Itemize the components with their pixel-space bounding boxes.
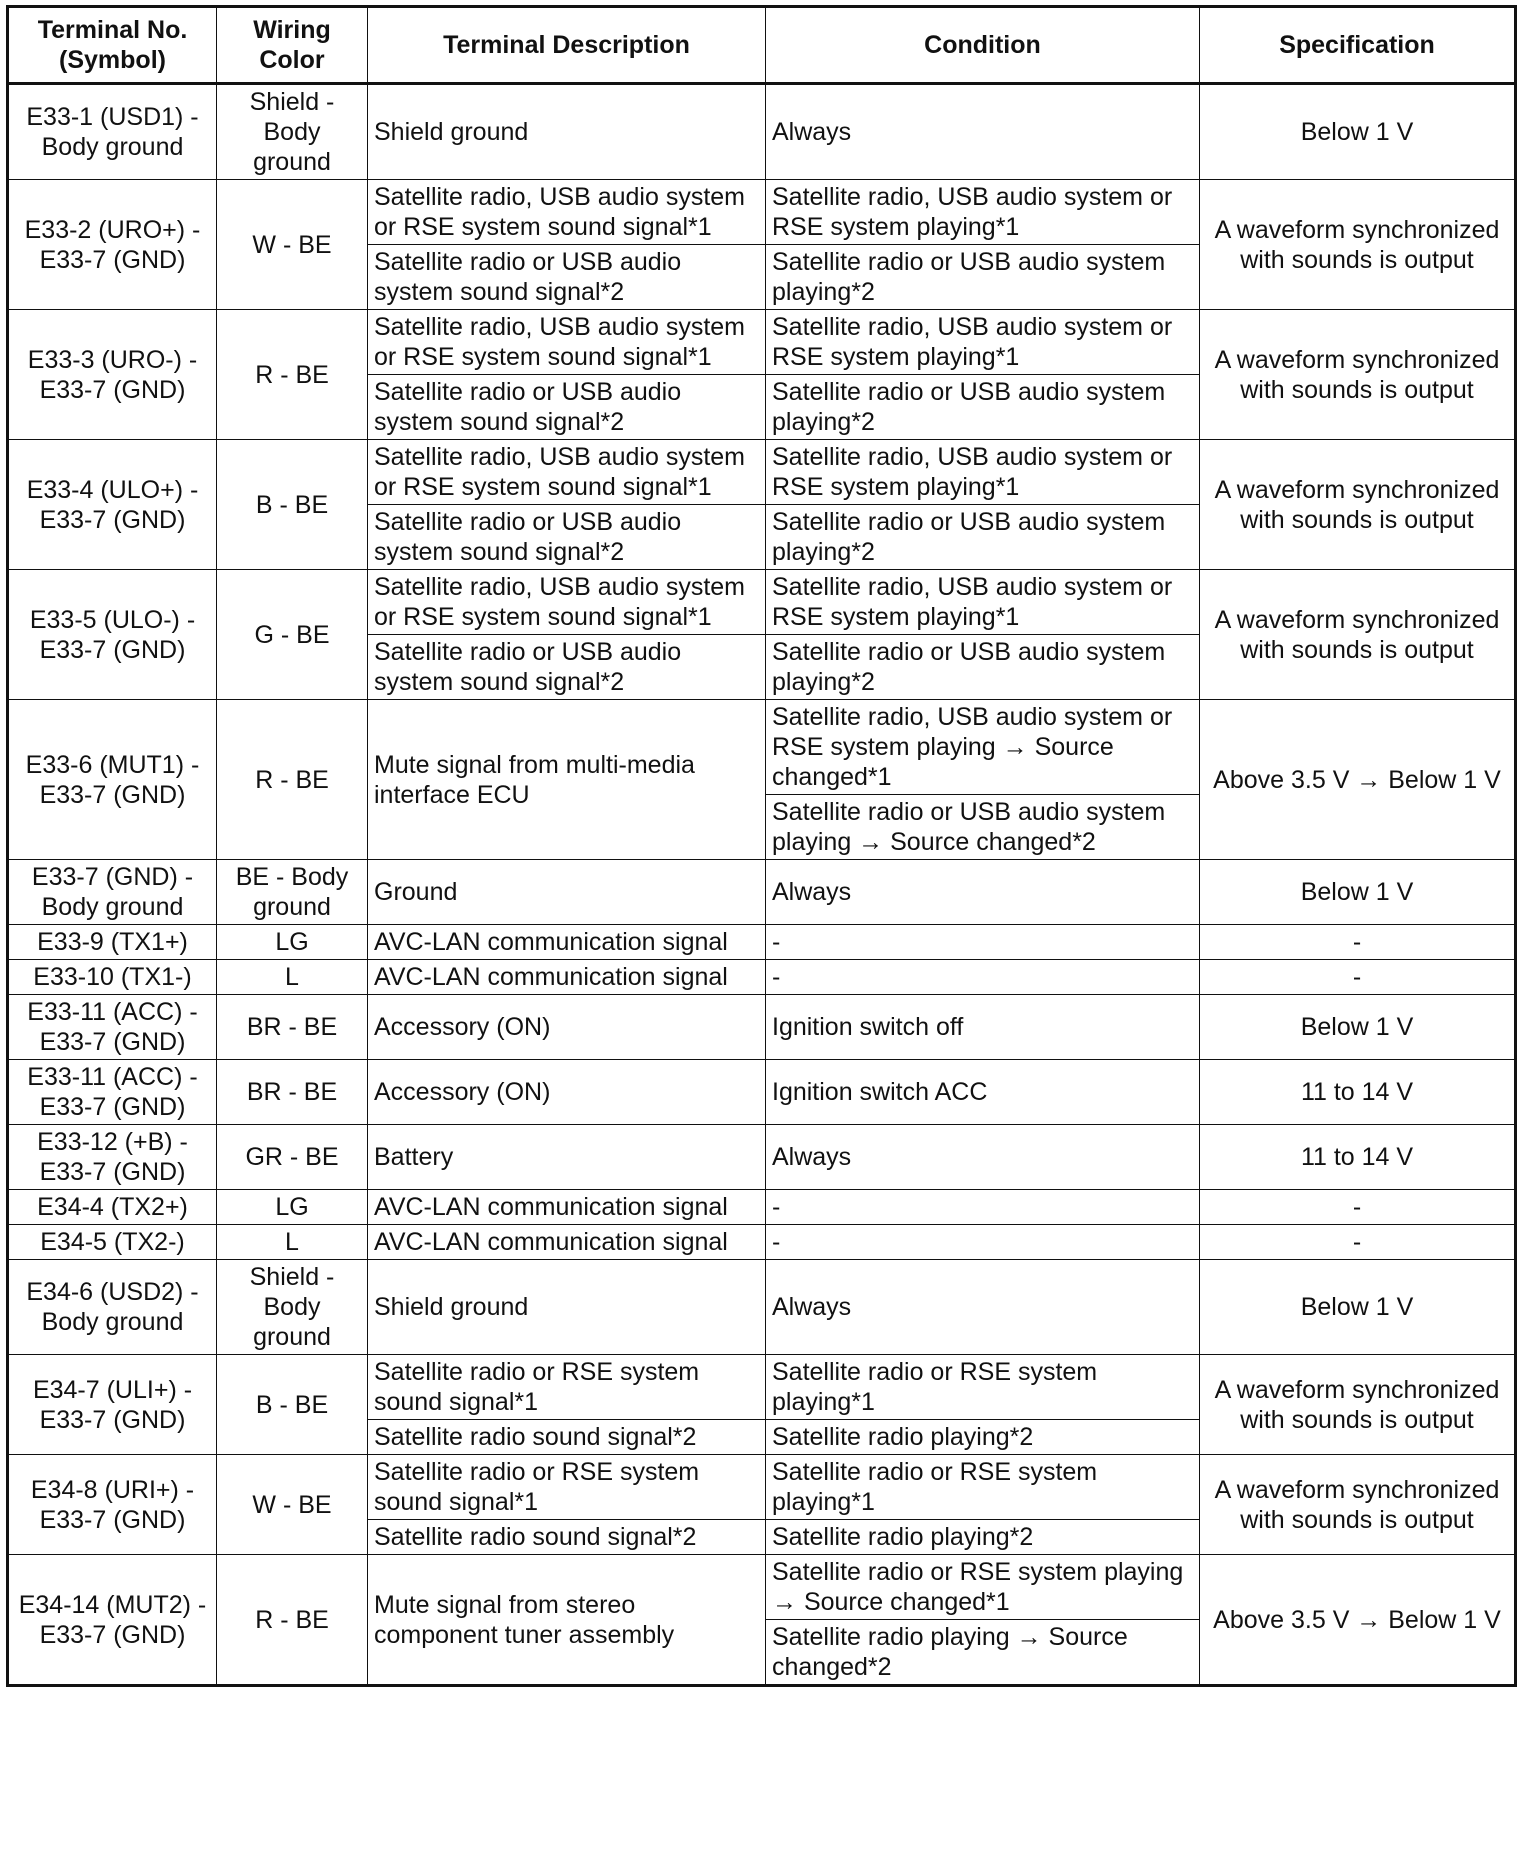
header-terminal — [8, 7, 217, 84]
wiring-color-cell: W - BE — [217, 1455, 368, 1555]
header-terminal-line1: Terminal No. — [37, 16, 188, 44]
description-cell: Satellite radio, USB audio system or RSE system sound signal*1 — [368, 570, 766, 635]
specification-cell: A waveform synchronized with sounds is output — [1200, 440, 1516, 570]
terminal-cell: E34-14 (MUT2) -E33-7 (GND) — [8, 1555, 217, 1686]
terminal-cell: E33-11 (ACC) - E33-7 (GND) — [8, 1060, 217, 1125]
description-cell: Accessory (ON) — [368, 995, 766, 1060]
condition-cell: Satellite radio or USB audio system playing*2 — [766, 505, 1200, 570]
description-cell: AVC-LAN communication signal — [368, 925, 766, 960]
description-cell: Satellite radio or USB audio system sound signal*2 — [368, 375, 766, 440]
table-body — [8, 84, 1516, 1686]
description-cell: Mute signal from stereo component tuner assembly — [368, 1555, 766, 1686]
terminal-cell: E33-10 (TX1-) — [8, 960, 217, 995]
terminal-cell: E33-7 (GND) - Body ground — [8, 860, 217, 925]
condition-cell: Satellite radio or USB audio system playing → Source changed*2 — [766, 795, 1200, 860]
specification-cell: - — [1200, 1225, 1516, 1260]
wiring-color-cell: Shield - Body ground — [217, 1260, 368, 1355]
description-cell: Satellite radio, USB audio system or RSE system sound signal*1 — [368, 440, 766, 505]
terminal-cell: E33-4 (ULO+) - E33-7 (GND) — [8, 440, 217, 570]
wiring-color-cell: BR - BE — [217, 1060, 368, 1125]
description-cell: Satellite radio or USB audio system sound signal*2 — [368, 505, 766, 570]
specification-cell: A waveform synchronized with sounds is output — [1200, 1355, 1516, 1455]
terminal-cell: E34-4 (TX2+) — [8, 1190, 217, 1225]
table-row — [8, 1060, 1516, 1125]
condition-cell: Satellite radio playing*2 — [766, 1420, 1200, 1455]
terminal-cell: E34-7 (ULI+) - E33-7 (GND) — [8, 1355, 217, 1455]
description-cell: Satellite radio, USB audio system or RSE system sound signal*1 — [368, 180, 766, 245]
description-cell: Satellite radio or RSE system sound signal*1 — [368, 1455, 766, 1520]
terminal-cell: E34-5 (TX2-) — [8, 1225, 217, 1260]
terminal-cell: E33-9 (TX1+) — [8, 925, 217, 960]
condition-cell: Always — [766, 860, 1200, 925]
description-cell: Satellite radio sound signal*2 — [368, 1520, 766, 1555]
condition-cell: Satellite radio, USB audio system or RSE system playing*1 — [766, 570, 1200, 635]
condition-cell: Always — [766, 84, 1200, 180]
wiring-color-cell: R - BE — [217, 1555, 368, 1686]
wiring-color-cell: R - BE — [217, 310, 368, 440]
condition-cell: Satellite radio or USB audio system playing*2 — [766, 245, 1200, 310]
wiring-color-cell: BE - Body ground — [217, 860, 368, 925]
table-row — [8, 440, 1516, 505]
header-row — [8, 7, 1516, 84]
specification-cell: Above 3.5 V → Below 1 V — [1200, 1555, 1516, 1686]
description-cell: Shield ground — [368, 84, 766, 180]
terminal-cell: E33-5 (ULO-) -E33-7 (GND) — [8, 570, 217, 700]
table-row — [8, 1125, 1516, 1190]
condition-cell: Satellite radio or USB audio system playing*2 — [766, 635, 1200, 700]
condition-cell: Satellite radio, USB audio system or RSE system playing*1 — [766, 440, 1200, 505]
wiring-color-cell: LG — [217, 925, 368, 960]
table-row — [8, 1260, 1516, 1355]
condition-cell: Satellite radio, USB audio system or RSE system playing*1 — [766, 310, 1200, 375]
description-cell: Battery — [368, 1125, 766, 1190]
wiring-color-cell: R - BE — [217, 700, 368, 860]
description-cell: Ground — [368, 860, 766, 925]
table-row — [8, 84, 1516, 180]
terminal-cell: E34-6 (USD2) - Body ground — [8, 1260, 217, 1355]
specification-cell: Below 1 V — [1200, 860, 1516, 925]
wiring-color-cell: B - BE — [217, 1355, 368, 1455]
specification-cell: A waveform synchronized with sounds is output — [1200, 1455, 1516, 1555]
header-wiring-line1: Wiring — [253, 16, 331, 44]
table-row — [8, 1455, 1516, 1520]
condition-cell: Satellite radio, USB audio system or RSE system playing*1 — [766, 180, 1200, 245]
condition-cell: Always — [766, 1125, 1200, 1190]
description-cell: Shield ground — [368, 1260, 766, 1355]
table-row — [8, 1355, 1516, 1420]
condition-cell: Always — [766, 1260, 1200, 1355]
description-cell: AVC-LAN communication signal — [368, 1225, 766, 1260]
condition-cell: - — [766, 960, 1200, 995]
wiring-color-cell: W - BE — [217, 180, 368, 310]
table-row — [8, 1225, 1516, 1260]
description-cell: Satellite radio or USB audio system sound signal*2 — [368, 635, 766, 700]
condition-cell: Satellite radio or USB audio system playing*2 — [766, 375, 1200, 440]
condition-cell: Satellite radio or RSE system playing*1 — [766, 1455, 1200, 1520]
table-row — [8, 1555, 1516, 1620]
specification-cell: Above 3.5 V → Below 1 V — [1200, 700, 1516, 860]
table-row — [8, 570, 1516, 635]
specification-cell: 11 to 14 V — [1200, 1125, 1516, 1190]
wiring-color-cell: LG — [217, 1190, 368, 1225]
condition-cell: Satellite radio playing → Source changed*2 — [766, 1620, 1200, 1686]
header-terminal-line2: (Symbol) — [59, 46, 166, 74]
table-row — [8, 860, 1516, 925]
table-row — [8, 180, 1516, 245]
condition-cell: - — [766, 1190, 1200, 1225]
table-row — [8, 700, 1516, 795]
condition-cell: Satellite radio playing*2 — [766, 1520, 1200, 1555]
specification-cell: - — [1200, 925, 1516, 960]
header-specification: Specification — [1200, 7, 1516, 84]
terminal-cell: E33-6 (MUT1) -E33-7 (GND) — [8, 700, 217, 860]
description-cell: Satellite radio or RSE system sound signal*1 — [368, 1355, 766, 1420]
specification-cell: Below 1 V — [1200, 995, 1516, 1060]
description-cell: Mute signal from multi-media interface ECU — [368, 700, 766, 860]
condition-cell: Satellite radio, USB audio system or RSE system playing → Source changed*1 — [766, 700, 1200, 795]
wiring-color-cell: L — [217, 960, 368, 995]
table-row — [8, 960, 1516, 995]
terminal-cell: E33-3 (URO-) - E33-7 (GND) — [8, 310, 217, 440]
terminal-spec-table — [6, 5, 1517, 1687]
description-cell: Satellite radio or USB audio system sound signal*2 — [368, 245, 766, 310]
specification-cell: A waveform synchronized with sounds is output — [1200, 570, 1516, 700]
table-row — [8, 995, 1516, 1060]
header-wiring-color — [217, 7, 368, 84]
condition-cell: Satellite radio or RSE system playing → Source changed*1 — [766, 1555, 1200, 1620]
terminal-cell: E33-1 (USD1) - Body ground — [8, 84, 217, 180]
table-row — [8, 925, 1516, 960]
wiring-color-cell: BR - BE — [217, 995, 368, 1060]
terminal-cell: E34-8 (URI+) - E33-7 (GND) — [8, 1455, 217, 1555]
description-cell: AVC-LAN communication signal — [368, 1190, 766, 1225]
specification-cell: - — [1200, 960, 1516, 995]
table-row — [8, 1190, 1516, 1225]
condition-cell: Ignition switch ACC — [766, 1060, 1200, 1125]
specification-cell: A waveform synchronized with sounds is output — [1200, 310, 1516, 440]
description-cell: Satellite radio sound signal*2 — [368, 1420, 766, 1455]
wiring-color-cell: L — [217, 1225, 368, 1260]
header-condition: Condition — [766, 7, 1200, 84]
condition-cell: - — [766, 925, 1200, 960]
description-cell: Satellite radio, USB audio system or RSE system sound signal*1 — [368, 310, 766, 375]
condition-cell: Ignition switch off — [766, 995, 1200, 1060]
condition-cell: Satellite radio or RSE system playing*1 — [766, 1355, 1200, 1420]
specification-cell: Below 1 V — [1200, 1260, 1516, 1355]
header-wiring-line2: Color — [259, 46, 325, 74]
condition-cell: - — [766, 1225, 1200, 1260]
description-cell: AVC-LAN communication signal — [368, 960, 766, 995]
specification-cell: - — [1200, 1190, 1516, 1225]
specification-cell: Below 1 V — [1200, 84, 1516, 180]
wiring-color-cell: Shield - Body ground — [217, 84, 368, 180]
table-row — [8, 310, 1516, 375]
terminal-cell: E33-2 (URO+) - E33-7 (GND) — [8, 180, 217, 310]
specification-cell: A waveform synchronized with sounds is output — [1200, 180, 1516, 310]
wiring-color-cell: GR - BE — [217, 1125, 368, 1190]
wiring-color-cell: G - BE — [217, 570, 368, 700]
terminal-cell: E33-12 (+B) - E33-7 (GND) — [8, 1125, 217, 1190]
wiring-color-cell: B - BE — [217, 440, 368, 570]
terminal-cell: E33-11 (ACC) - E33-7 (GND) — [8, 995, 217, 1060]
specification-cell: 11 to 14 V — [1200, 1060, 1516, 1125]
description-cell: Accessory (ON) — [368, 1060, 766, 1125]
header-description: Terminal Description — [368, 7, 766, 84]
